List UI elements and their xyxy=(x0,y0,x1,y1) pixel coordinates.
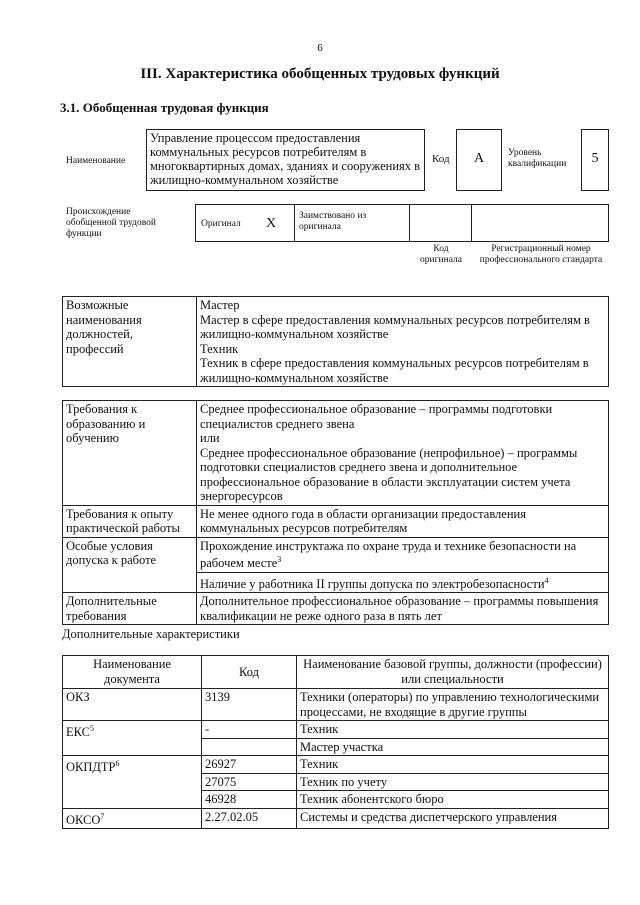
code-cell: 3139 xyxy=(202,689,297,721)
code-cell: 26927 xyxy=(202,756,297,774)
requirement-row xyxy=(63,593,609,625)
name-cell: Техники (операторы) по управлению технологическими процессами, не входящие в другие группы xyxy=(297,689,609,721)
position-line: Мастер в сфере предоставления коммунальных ресурсов потребителям в жилищно-коммунальном хозяйстве xyxy=(200,312,590,341)
requirement-line: Среднее профессиональное образование – программы подготовки специалистов среднего звена xyxy=(200,402,553,431)
position-line: Мастер xyxy=(200,298,240,312)
name-cell: Техник xyxy=(297,721,609,739)
requirements-table xyxy=(62,400,609,625)
level-label: Уровень квалификации xyxy=(508,148,567,169)
function-name-box xyxy=(146,129,425,191)
header-doc: Наименование документа xyxy=(63,656,202,689)
name-cell: Техник абонентского бюро xyxy=(297,791,609,809)
positions-values xyxy=(197,297,609,387)
subsection-title: 3.1. Обобщенная трудовая функция xyxy=(60,100,269,115)
code-cell: 46928 xyxy=(202,791,297,809)
doc-cell: ОКСО$^7$ xyxy=(63,808,202,829)
doc-cell: ЕКС$^5$ xyxy=(63,721,202,756)
doc-cell: ОКЗ xyxy=(63,689,202,721)
table-row xyxy=(63,756,609,774)
additional-title: Дополнительные характеристики xyxy=(62,627,240,641)
header-name: Наименование базовой группы, должности (профессии) или специальности xyxy=(297,656,609,689)
requirement-label: Требования к опыту практической работы xyxy=(63,505,197,537)
additional-table xyxy=(62,655,609,829)
code-label: Код xyxy=(432,153,450,165)
requirement-line: или xyxy=(200,431,220,445)
reg-number-box xyxy=(471,204,609,242)
borrowed-label: Заимствовано из оригинала xyxy=(299,211,367,232)
name-cell: Техник xyxy=(297,756,609,774)
requirement-line: Среднее профессиональное образование (непрофильное) – программы подготовки специалистов среднего звена и дополнительное профессиональное образование в области эксплуатации систем учета энергоресурсов xyxy=(200,445,578,503)
positions-label: Возможные наименования должностей, профессий xyxy=(63,297,197,387)
name-cell: Мастер участка xyxy=(297,738,609,756)
position-line: Техник в сфере предоставления коммунальных ресурсов потребителям в жилищно-коммунальном хозяйстве xyxy=(200,356,589,385)
requirement-line: Не менее одного года в области организации предоставления коммунальных ресурсов потребителям xyxy=(197,505,609,537)
name-label: Наименование xyxy=(66,156,126,166)
code-box xyxy=(456,129,502,191)
requirement-line: Прохождение инструктажа по охране труда и технике безопасности на рабочем месте$^3$ xyxy=(197,538,608,573)
code-cell: 2.27.02.05 xyxy=(202,808,297,829)
requirement-line: Наличие у работника II группы допуска по электробезопасности$^4$ xyxy=(200,575,549,591)
table-row xyxy=(63,808,609,829)
requirement-label: Дополнительные требования xyxy=(63,593,197,625)
origin-label: Происхождение обобщенной трудовой функции xyxy=(66,207,156,239)
code-cell xyxy=(202,738,297,756)
section-title: III. Характеристика обобщенных трудовых функций xyxy=(140,66,500,82)
requirement-row xyxy=(63,505,609,537)
header-code: Код xyxy=(202,656,297,689)
header-row xyxy=(63,656,609,689)
borrowed-box xyxy=(294,204,410,242)
requirement-label: Особые условия допуска к работе xyxy=(63,537,197,593)
function-name-value: Управление процессом предоставления коммунальных ресурсов потребителям в многоквартирных домах, зданиях и сооружениях в жилищно-коммунальном хозяйстве xyxy=(150,131,421,187)
requirement-row xyxy=(63,401,609,506)
reg-number-caption: Регистрационный номер профессионального стандарта xyxy=(479,244,603,265)
doc-cell: ОКПДТР$^6$ xyxy=(63,756,202,809)
requirement-row xyxy=(63,537,609,593)
table-row xyxy=(63,689,609,721)
original-box xyxy=(195,204,295,242)
code-original-box xyxy=(409,204,472,242)
code-value: A xyxy=(473,151,485,166)
level-box xyxy=(581,129,609,191)
positions-table xyxy=(62,296,609,387)
requirement-label: Требования к образованию и обучению xyxy=(63,401,197,506)
original-mark: X xyxy=(266,216,277,231)
name-cell: Системы и средства диспетчерского управления xyxy=(297,808,609,829)
requirement-line: Дополнительное профессиональное образование – программы повышения квалификации не реже одного раза в пять лет xyxy=(197,593,609,625)
table-row xyxy=(63,721,609,739)
code-original-caption: Код оригинала xyxy=(420,244,462,265)
page-number: 6 xyxy=(317,42,323,54)
level-value: 5 xyxy=(591,151,599,166)
code-cell: - xyxy=(202,721,297,739)
original-label: Оригинал xyxy=(201,219,241,229)
code-cell: 27075 xyxy=(202,773,297,791)
position-line: Техник xyxy=(200,341,239,356)
name-cell: Техник по учету xyxy=(297,773,609,791)
